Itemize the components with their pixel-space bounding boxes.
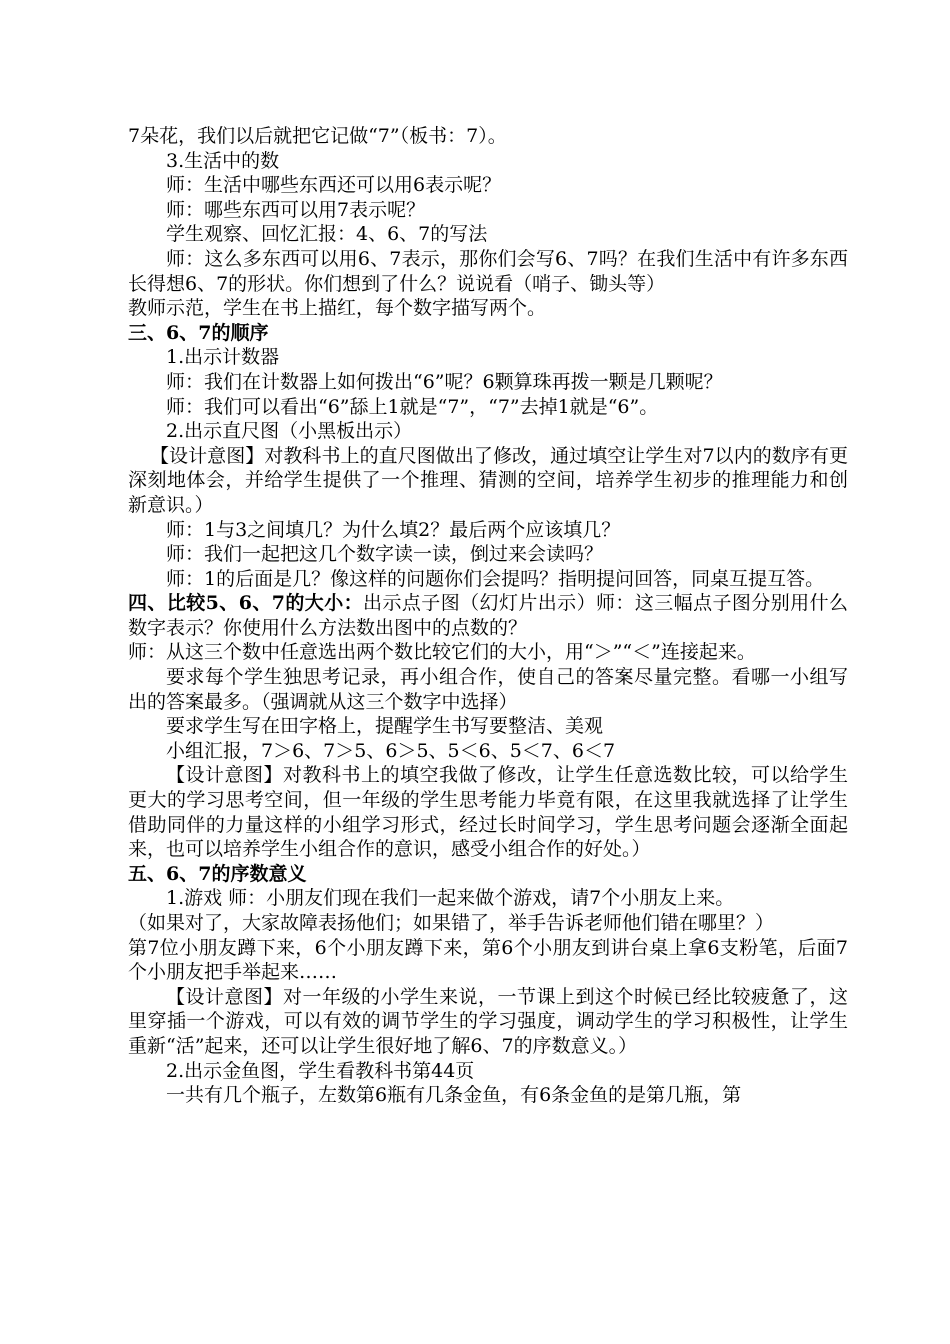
paragraph: 7朵花，我们以后就把它记做“7”（板书：7）。 <box>128 125 507 147</box>
section-heading-3: 三、6、7的顺序 <box>128 321 269 344</box>
paragraph: 学生观察、回忆汇报：4、6、7的写法 <box>166 223 488 246</box>
paragraph: 师：我们一起把这几个数字读一读，倒过来会读吗？ <box>166 543 604 566</box>
section-heading-5: 五、6、7的序数意义 <box>128 862 307 885</box>
design-intent-note: 【设计意图】对教科书上的填空我做了修改，让学生任意选数比较，可以给学生更大的学习思考空间，但一年级的学生思考能力毕竟有限，在这里我就选择了让学生借助同伴的力量这样的小组学习形式，经过长时间学习，学生思考问题会逐渐全面起来，也可以培养学生小组合作的意识，感受小组合作的好处。） <box>128 764 848 861</box>
paragraph: 师：生活中哪些东西还可以用6表示呢？ <box>166 174 502 197</box>
document-page <box>128 124 848 1108</box>
section-4-text: 出示点子图（幻灯片出示）师：这三幅点子图分别用什么数字表示？你使用什么方法数出图中的点数的？ <box>128 592 848 639</box>
paragraph: 要求每个学生独思考记录，再小组合作，使自己的答案尽量完整。看哪一小组写出的答案最多。（强调就从这三个数字中选择） <box>128 666 848 713</box>
paragraph: 师：我们可以看出“6”舔上1就是“7”，“7”去掉1就是“6”。 <box>166 395 659 418</box>
paragraph: 一共有几个瓶子，左数第6瓶有几条金鱼，有6条金鱼的是第几瓶，第 <box>166 1084 742 1107</box>
paragraph: 师：1的后面是几？像这样的问题你们会提吗？指明提问回答，同桌互提互答。 <box>166 567 825 590</box>
subheading-numbers-in-life: 3.生活中的数 <box>166 149 280 172</box>
paragraph: 师：从这三个数中任意选出两个数比较它们的大小，用“＞”“＜”连接起来。 <box>128 641 756 664</box>
subheading-counter: 1.出示计数器 <box>166 346 280 369</box>
design-intent-note: 【设计意图】对教科书上的直尺图做出了修改，通过填空让学生对7以内的数序有更深刻地体会，并给学生提供了一个推理、猜测的空间，培养学生初步的推理能力和创新意识。） <box>128 444 848 516</box>
section-heading-4: 四、比较5、6、7的大小： <box>128 592 364 615</box>
paragraph: 教师示范，学生在书上描红，每个数字描写两个。 <box>128 297 547 320</box>
paragraph: 要求学生写在田字格上，提醒学生书写要整洁、美观 <box>166 715 604 738</box>
paragraph: 师：哪些东西可以用7表示呢？ <box>166 198 426 221</box>
paragraph: 师：这么多东西可以用6、7表示，那你们会写6、7吗？在我们生活中有许多东西长得想6、7的形状。你们想到了什么？说说看（哨子、锄头等） <box>128 247 848 295</box>
paragraph: （如果对了，大家故障表扬他们；如果错了，举手告诉老师他们错在哪里？） <box>128 912 775 934</box>
paragraph: 小组汇报，7＞6、7＞5、6＞5、5＜6、5＜7、6＜7 <box>166 739 616 762</box>
paragraph: 师：1与3之间填几？为什么填2？最后两个应该填几？ <box>166 518 621 541</box>
subheading-goldfish: 2.出示金鱼图，学生看教科书第44页 <box>166 1059 475 1082</box>
paragraph: 师：我们在计数器上如何拨出“6”呢？6颗算珠再拨一颗是几颗呢？ <box>166 370 723 393</box>
paragraph: 第7位小朋友蹲下来，6个小朋友蹲下来，第6个小朋友到讲台桌上拿6支粉笔，后面7个小朋友把手举起来…… <box>128 936 848 984</box>
paragraph: 1.游戏 师：小朋友们现在我们一起来做个游戏，请7个小朋友上来。 <box>166 887 735 910</box>
subheading-ruler: 2.出示直尺图（小黑板出示） <box>166 420 413 443</box>
section-4-paragraph <box>128 591 848 640</box>
design-intent-note: 【设计意图】对一年级的小学生来说，一节课上到这个时候已经比较疲惫了，这里穿插一个游戏，可以有效的调节学生的学习强度，调动学生的学习积极性，让学生重新“活”起来，还可以让学生很好地了解6、7的序数意义。） <box>128 985 848 1057</box>
